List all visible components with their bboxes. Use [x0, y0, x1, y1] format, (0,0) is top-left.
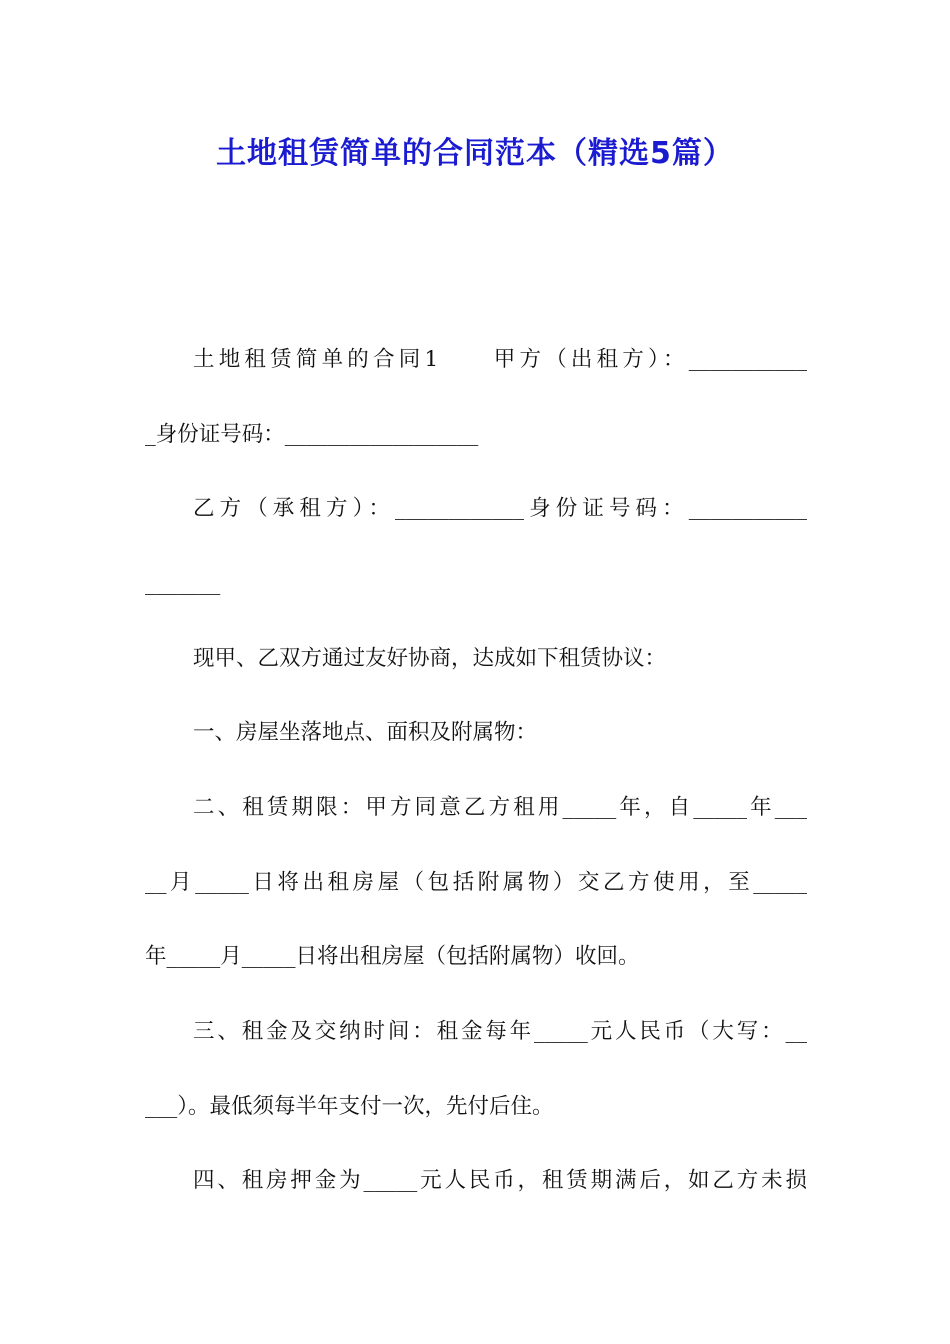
document-title: 土地租赁简单的合同范本（精选5篇）: [216, 136, 734, 171]
paragraph-line: _______: [145, 571, 221, 596]
paragraph-line: _身份证号码：__________________: [145, 422, 479, 447]
paragraph-line: __月_____日将出租房屋（包括附属物）交乙方使用，至_____: [145, 870, 807, 895]
paragraph-line: 一、房屋坐落地点、面积及附属物：: [193, 720, 538, 745]
paragraph-line: ___）。最低须每半年支付一次，先付后住。: [145, 1094, 554, 1119]
paragraph-line: 三、租金及交纳时间：租金每年_____元人民币（大写：__: [193, 1019, 807, 1044]
paragraph-line: 年_____月_____日将出租房屋（包括附属物）收回。: [145, 944, 640, 969]
paragraph-line: 乙方（承租方）：____________身份证号码：___________: [193, 496, 807, 521]
paragraph-line: 四、租房押金为_____元人民币，租赁期满后，如乙方未损: [193, 1168, 807, 1193]
paragraph-line: 土地租赁简单的合同1 甲方（出租方）：___________: [193, 347, 807, 372]
paragraph-line: 二、租赁期限：甲方同意乙方租用_____年，自_____年___: [193, 795, 807, 820]
paragraph-line: 现甲、乙双方通过友好协商，达成如下租赁协议：: [193, 646, 667, 671]
